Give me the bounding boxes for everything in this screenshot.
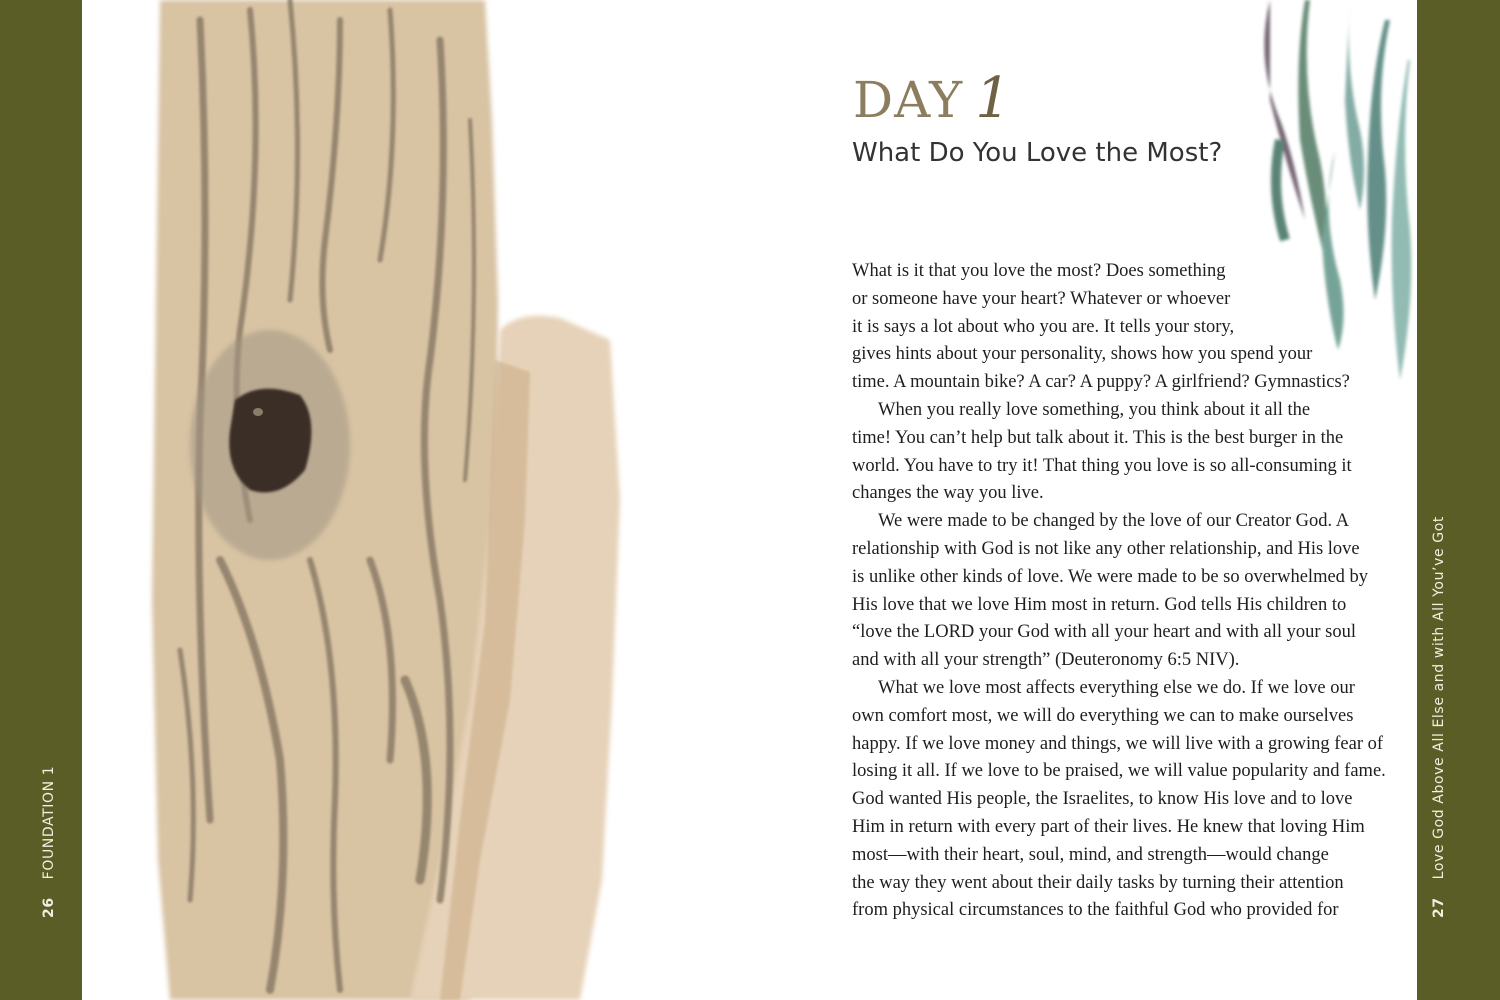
- wood-knot-illustration: [140, 0, 640, 1000]
- body-line: world. You have to try it! That thing you love is so all-consuming it: [852, 455, 1352, 476]
- body-line: from physical circumstances to the faithful God who provided for: [852, 900, 1339, 921]
- body-line: time. A mountain bike? A car? A puppy? A girlfriend? Gymnastics?: [852, 372, 1350, 393]
- right-margin-band: [1417, 0, 1500, 1000]
- left-page-footer: [41, 766, 57, 918]
- body-line: God wanted His people, the Israelites, to know His love and to love: [852, 789, 1353, 810]
- section-label: FOUNDATION 1: [41, 765, 57, 880]
- running-title: Love God Above All Else and with All You’ve Got: [1431, 516, 1447, 880]
- chapter-subtitle: What Do You Love the Most?: [852, 138, 1223, 168]
- body-line: When you really love something, you think about it all the: [878, 399, 1311, 420]
- body-line: happy. If we love money and things, we will live with a growing fear of: [852, 733, 1384, 754]
- body-line: We were made to be changed by the love of our Creator God. A: [878, 511, 1350, 532]
- body-line: His love that we love Him most in return. God tells His children to: [852, 594, 1347, 615]
- body-line: relationship with God is not like any other relationship, and His love: [852, 538, 1360, 559]
- body-line: it is says a lot about who you are. It tells your story,: [852, 316, 1235, 337]
- body-line: most—with their heart, soul, mind, and strength—would change: [852, 844, 1329, 865]
- body-line: What is it that you love the most? Does something: [852, 261, 1226, 281]
- body-line: losing it all. If we love to be praised, we will value popularity and fame.: [852, 761, 1386, 782]
- body-line: is unlike other kinds of love. We were made to be so overwhelmed by: [852, 566, 1369, 587]
- body-line: gives hints about your personality, shows how you spend your: [852, 344, 1313, 365]
- body-line: changes the way you live.: [852, 483, 1044, 504]
- body-line: time! You can’t help but talk about it. This is the best burger in the: [852, 427, 1344, 448]
- body-line: or someone have your heart? Whatever or whoever: [852, 288, 1231, 309]
- day-heading: [853, 66, 1012, 131]
- left-page-number: 26: [41, 897, 57, 918]
- day-number: 1: [975, 66, 1012, 131]
- body-line: the way they went about their daily tasks by turning their attention: [852, 872, 1344, 893]
- day-word: DAY: [853, 71, 964, 129]
- body-line: Him in return with every part of their lives. He knew that loving Him: [852, 816, 1365, 837]
- right-page-footer: [1431, 516, 1447, 918]
- body-line: “love the LORD your God with all your heart and with all your soul: [852, 622, 1357, 643]
- body-line: and with all your strength” (Deuteronomy 6:5 NIV).: [852, 650, 1240, 671]
- body-line: What we love most affects everything else we do. If we love our: [878, 677, 1355, 698]
- right-page-number: 27: [1431, 897, 1447, 918]
- body-line: own comfort most, we will do everything we can to make ourselves: [852, 705, 1354, 726]
- body-text: [852, 258, 1386, 925]
